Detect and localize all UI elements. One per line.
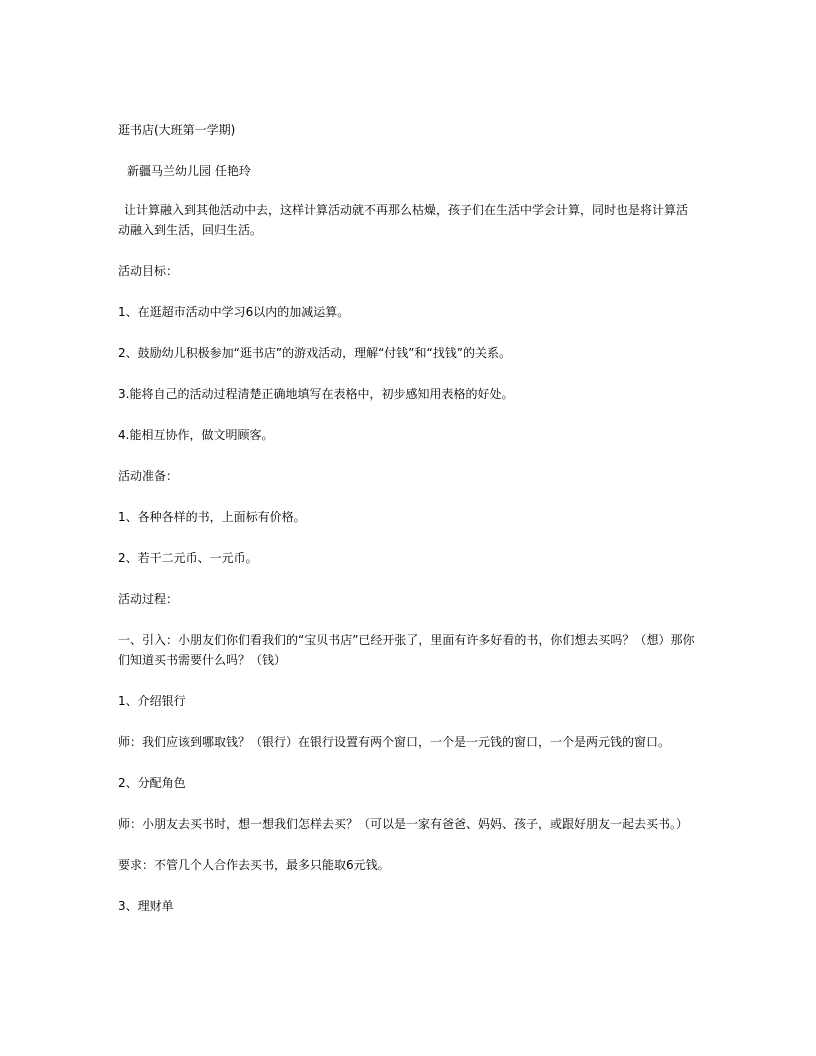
goal-item-3: 3.能将自己的活动过程清楚正确地填写在表格中，初步感知用表格的好处。 [118, 387, 514, 401]
intro-step-paragraph: 一、引入：小朋友们你们看我们的“宝贝书店”已经开张了，里面有许多好看的书，你们想去买吗？（想）那你们知道买书需要什么吗？（钱） [118, 633, 695, 667]
requirement-paragraph: 要求：不管几个人合作去买书，最多只能取6元钱。 [118, 858, 390, 872]
step-item-2: 2、分配角色 [118, 776, 186, 790]
prep-heading: 活动准备： [118, 469, 179, 483]
goal-item-2: 2、鼓励幼儿积极参加“逛书店”的游戏活动，理解“付钱”和“找钱”的关系。 [118, 346, 511, 360]
goal-item-1: 1、在逛超市活动中学习6以内的加减运算。 [118, 305, 350, 319]
teacher-paragraph-2: 师：小朋友去买书时，想一想我们怎样去买？（可以是一家有爸爸、妈妈、孩子，或跟好朋友一起去买书。） [118, 817, 689, 831]
goal-item-4: 4.能相互协作，做文明顾客。 [118, 428, 274, 442]
intro-paragraph: 让计算融入到其他活动中去，这样计算活动就不再那么枯燥，孩子们在生活中学会计算，同时也是将计算活动融入到生活，回归生活。 [118, 203, 689, 237]
step-item-1: 1、介绍银行 [118, 694, 186, 708]
prep-item-1: 1、各种各样的书，上面标有价格。 [118, 510, 306, 524]
goals-heading: 活动目标： [118, 264, 179, 278]
document-title: 逛书店(大班第一学期) [118, 123, 236, 137]
document-page [118, 120, 698, 937]
teacher-paragraph-1: 师：我们应该到哪取钱？（银行）在银行设置有两个窗口，一个是一元钱的窗口，一个是两元钱的窗口。 [118, 735, 671, 749]
prep-item-2: 2、若干二元币、一元币。 [118, 551, 258, 565]
step-item-3: 3、理财单 [118, 899, 174, 913]
process-heading: 活动过程： [118, 592, 179, 606]
author-line: 新疆马兰幼儿园 任艳玲 [127, 164, 251, 178]
